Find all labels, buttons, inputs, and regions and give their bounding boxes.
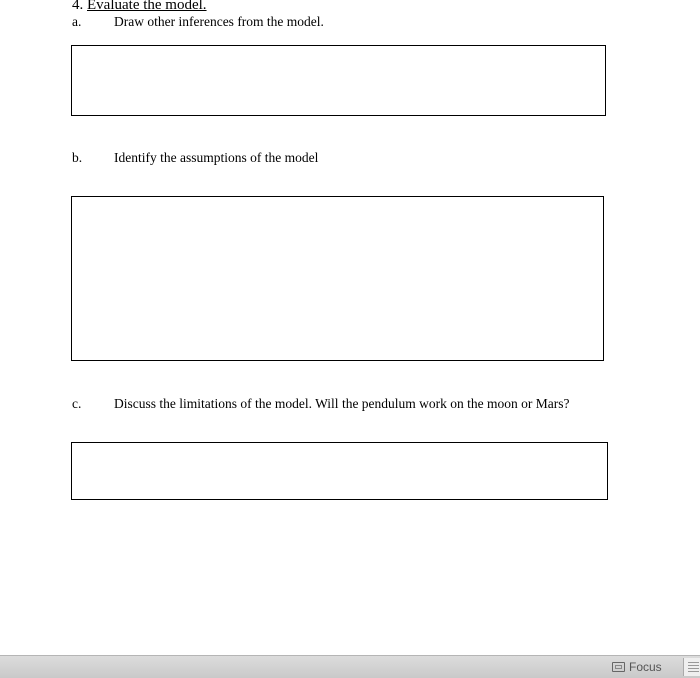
section-heading (72, 0, 207, 14)
answer-box-c[interactable] (71, 442, 608, 500)
page-layout-icon[interactable] (683, 658, 700, 676)
status-bar (0, 655, 700, 678)
answer-box-a[interactable] (71, 45, 606, 116)
answer-box-b[interactable] (71, 196, 604, 361)
section-number: 4. (72, 0, 84, 13)
focus-button[interactable] (612, 659, 662, 675)
item-text: Draw other inferences from the model. (114, 14, 324, 29)
item-text: Discuss the limitations of the model. Will the pendulum work on the moon or Mars? (114, 396, 570, 411)
focus-label: Focus (629, 660, 662, 674)
item-text: Identify the assumptions of the model (114, 150, 319, 165)
item-letter: a. (72, 14, 82, 29)
focus-icon (612, 662, 625, 672)
item-letter: b. (72, 150, 83, 165)
section-title: Evaluate the model. (87, 0, 207, 13)
item-letter: c. (72, 396, 82, 411)
